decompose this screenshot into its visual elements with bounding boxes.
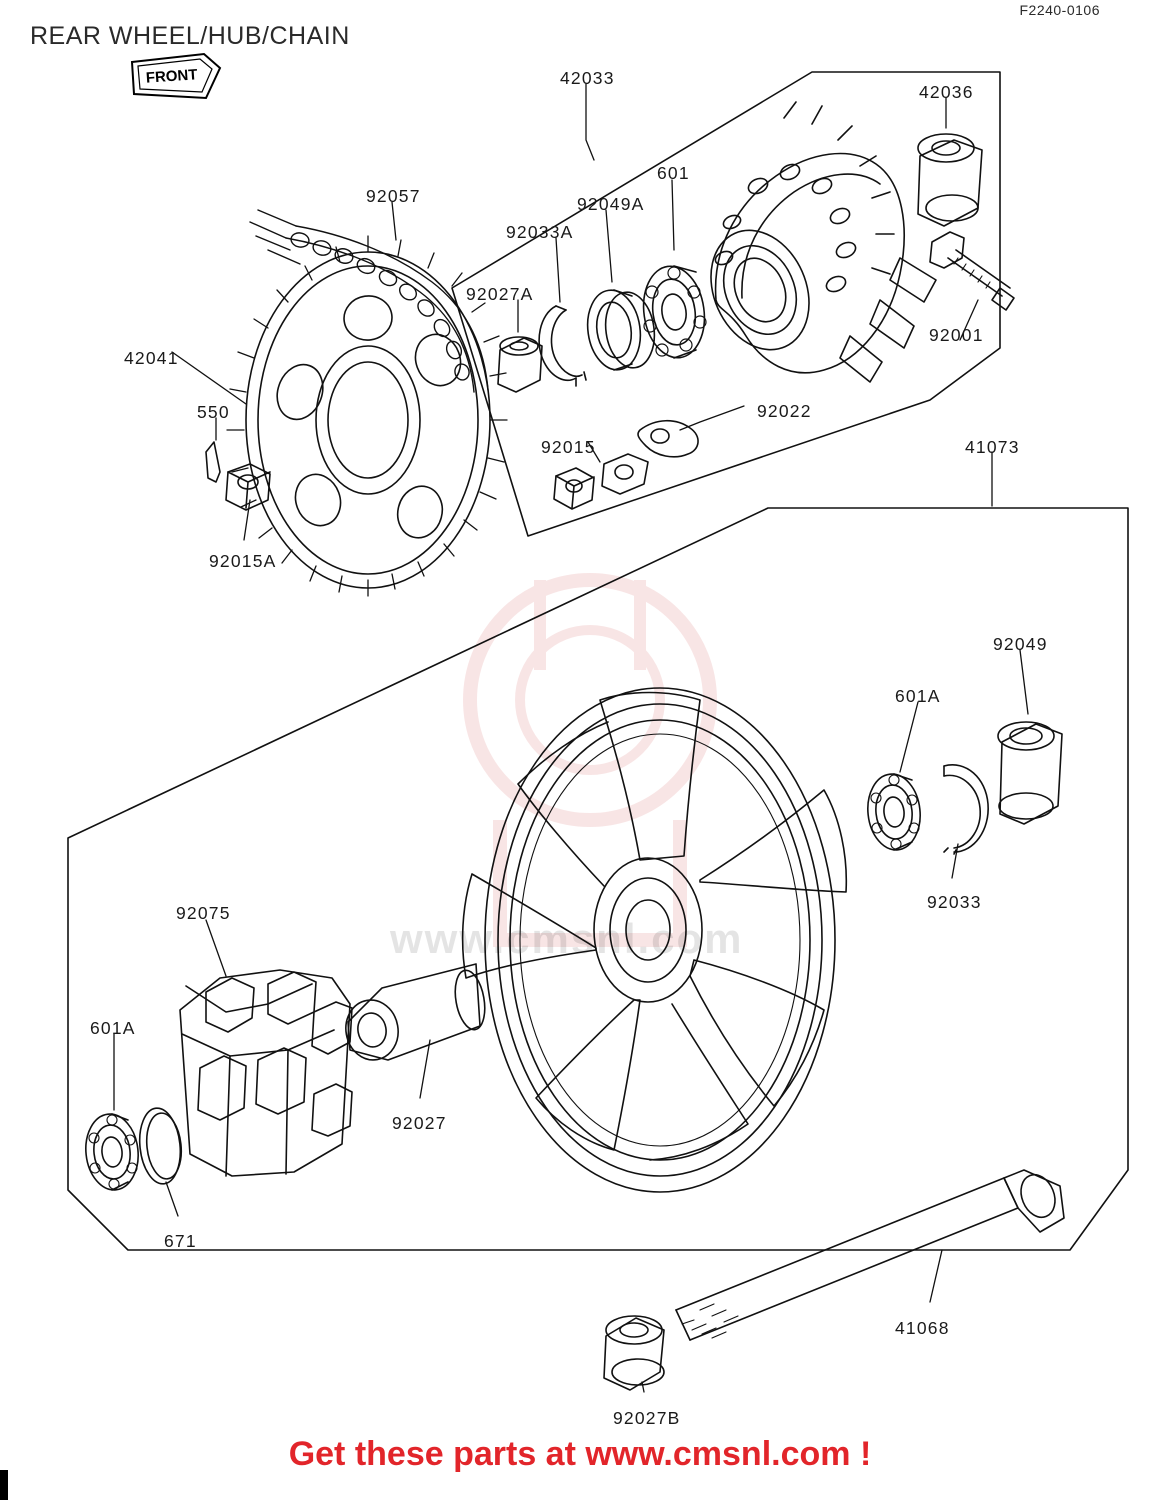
bolt-92001 xyxy=(930,232,1014,310)
bearing-601A-right xyxy=(864,771,924,852)
o-ring-671 xyxy=(136,1106,184,1186)
rear-hub-coupling-42033 xyxy=(693,102,936,382)
coupling-damper-42036 xyxy=(918,134,982,226)
callout-92075: 92075 xyxy=(176,903,231,923)
callout-92015A: 92015A xyxy=(209,551,277,571)
axle-nut-and-washer xyxy=(554,421,698,509)
front-direction-tag xyxy=(128,50,224,102)
lower-assembly-frame xyxy=(68,508,1128,1250)
callout-92033A: 92033A xyxy=(506,222,574,242)
callout-92033: 92033 xyxy=(927,892,982,912)
page-edge-mark xyxy=(0,1470,8,1500)
collar-92027 xyxy=(341,964,489,1064)
svg-text:FRONT: FRONT xyxy=(145,66,199,87)
callout-42041: 42041 xyxy=(124,348,179,368)
callout-92027: 92027 xyxy=(392,1113,447,1133)
upper-assembly-frame xyxy=(452,72,1000,536)
callout-41068: 41068 xyxy=(895,1318,950,1338)
callout-92027A: 92027A xyxy=(466,284,534,304)
callout-41073: 41073 xyxy=(965,437,1020,457)
callout-671: 671 xyxy=(164,1231,197,1251)
callout-601A-lower: 601A xyxy=(90,1018,136,1038)
callout-92015: 92015 xyxy=(541,437,596,457)
callout-601: 601 xyxy=(657,163,690,183)
callout-42036: 42036 xyxy=(919,82,974,102)
callout-42033: 42033 xyxy=(560,68,615,88)
document-id: F2240-0106 xyxy=(1019,2,1100,18)
circlip-92033A xyxy=(539,306,586,386)
oil-seal-92049 xyxy=(998,722,1062,824)
callout-550: 550 xyxy=(197,402,230,422)
collar-92027B xyxy=(604,1316,664,1390)
rear-axle-41068 xyxy=(676,1170,1064,1340)
callout-92022: 92022 xyxy=(757,401,812,421)
rubber-damper-92075 xyxy=(180,970,352,1176)
bearing-601 xyxy=(638,262,710,361)
leader-lines xyxy=(114,84,1028,1392)
watermark-text: www.cmsnl.com xyxy=(390,915,744,962)
bearing-601A-left xyxy=(82,1111,142,1192)
callout-92027B: 92027B xyxy=(613,1408,681,1428)
collar-92027A xyxy=(498,337,542,392)
drive-chain xyxy=(250,210,488,392)
footer-promo-text: Get these parts at www.cmsnl.com ! xyxy=(288,1435,872,1473)
circlip-92033 xyxy=(944,765,988,854)
sprocket-nut-and-bolt xyxy=(206,442,270,510)
page-title: REAR WHEEL/HUB/CHAIN xyxy=(30,22,350,50)
callout-601A-upper: 601A xyxy=(895,686,941,706)
callout-92049A: 92049A xyxy=(577,194,645,214)
callout-92049: 92049 xyxy=(993,634,1048,654)
callout-92057: 92057 xyxy=(366,186,421,206)
callout-92001: 92001 xyxy=(929,325,984,345)
oil-seal-92049A xyxy=(583,287,659,373)
rear-sprocket xyxy=(227,236,507,596)
